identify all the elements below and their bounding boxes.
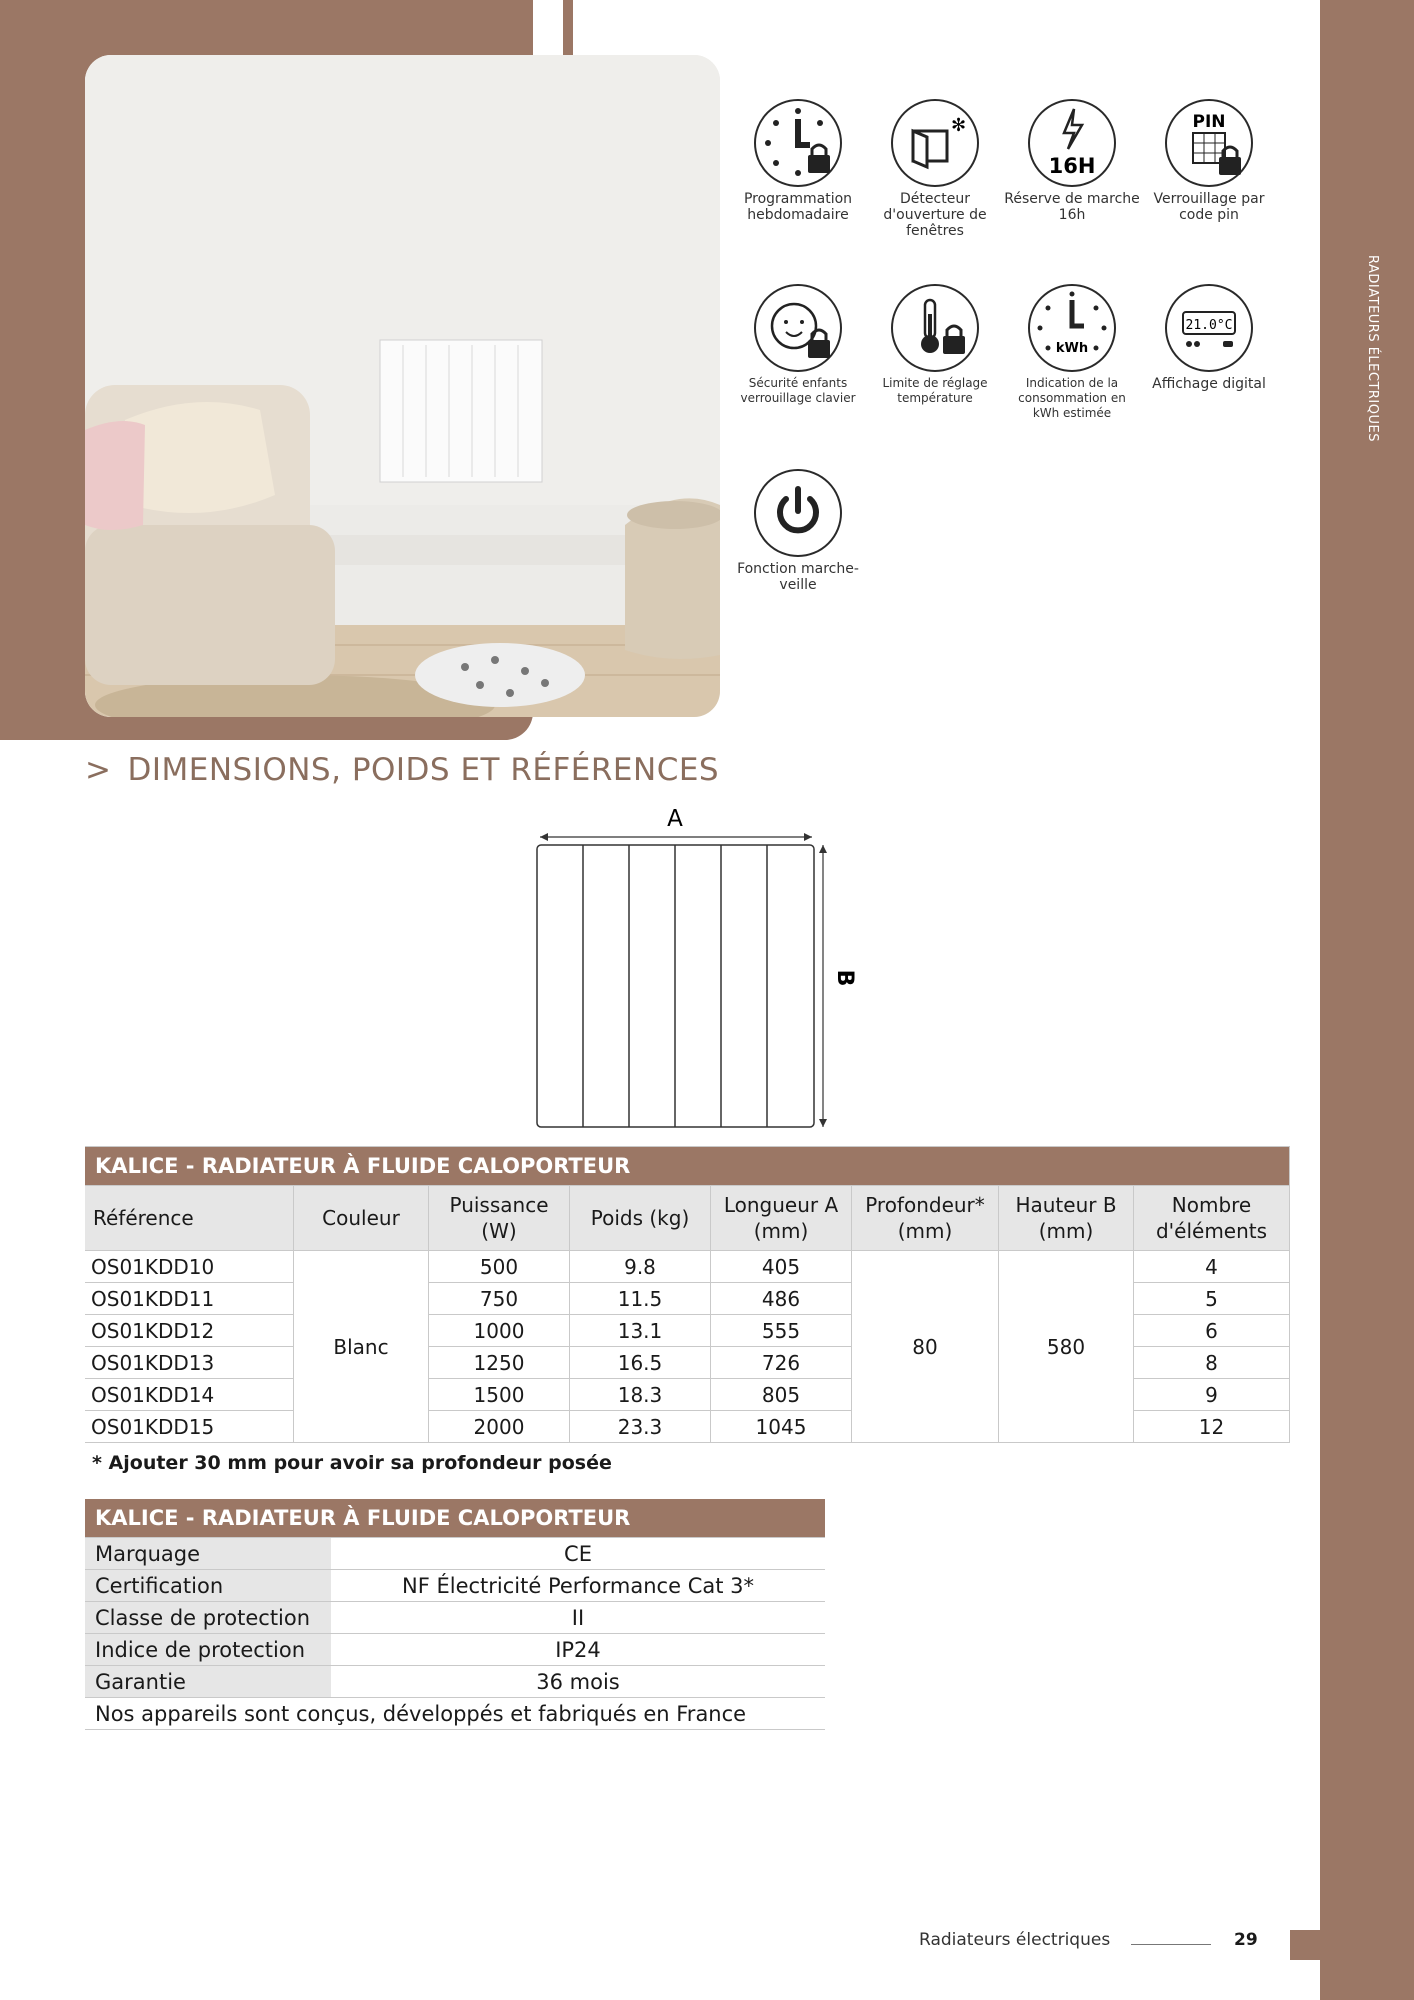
top-decor-strip	[563, 0, 573, 58]
table-row	[85, 1251, 1290, 1283]
footer-section-name: Radiateurs électriques	[919, 1930, 1111, 1950]
dimension-label-b: B	[832, 969, 857, 987]
col-header-weight: Poids (kg)	[570, 1186, 711, 1251]
cell-length: 726	[711, 1347, 852, 1379]
feature-label: Programmation hebdomadaire	[743, 191, 853, 223]
cell-length: 805	[711, 1379, 852, 1411]
dimension-diagram	[520, 800, 860, 1134]
specs-table	[85, 1499, 825, 1730]
feature-label: Sécurité enfants verrouillage clavier	[740, 376, 856, 405]
col-header-elements: Nombre d'éléments	[1134, 1186, 1290, 1251]
icon-text-pin: PIN	[1192, 112, 1226, 132]
cell-length: 1045	[711, 1411, 852, 1443]
section-title-text: DIMENSIONS, POIDS ET RÉFÉRENCES	[127, 752, 720, 788]
thermometer-lock-icon	[893, 286, 977, 370]
page-number: 29	[1234, 1930, 1258, 1950]
feature-label: Indication de la consommation en kWh estimée	[1018, 376, 1126, 420]
digital-display-icon	[1167, 286, 1251, 370]
cell-reference: OS01KDD11	[85, 1283, 294, 1315]
col-header-depth: Profondeur* (mm)	[852, 1186, 999, 1251]
spec-key: Marquage	[85, 1538, 331, 1570]
cell-power: 750	[429, 1283, 570, 1315]
feature-label: Réserve de marche 16h	[1004, 191, 1140, 223]
spec-value: CE	[331, 1538, 825, 1570]
cell-elements: 5	[1134, 1283, 1290, 1315]
product-photo	[85, 55, 720, 717]
radiator-illustration	[380, 340, 542, 482]
footer-divider	[1131, 1944, 1211, 1945]
power-icon	[756, 471, 840, 555]
cell-elements: 6	[1134, 1315, 1290, 1347]
cell-reference: OS01KDD13	[85, 1347, 294, 1379]
cell-elements: 4	[1134, 1251, 1290, 1283]
table-row	[85, 1602, 825, 1634]
made-in-france-note: Nos appareils sont conçus, développés et fabriqués en France	[85, 1698, 825, 1730]
cell-weight: 11.5	[570, 1283, 711, 1315]
footer-tab	[1290, 1930, 1320, 1960]
col-header-color: Couleur	[294, 1186, 429, 1251]
references-table-title: KALICE - RADIATEUR À FLUIDE CALOPORTEUR	[85, 1147, 1290, 1186]
col-header-height: Hauteur B (mm)	[999, 1186, 1134, 1251]
cell-length: 486	[711, 1283, 852, 1315]
child-lock-icon	[756, 286, 840, 370]
references-table	[85, 1146, 1290, 1443]
clock-lock-icon	[756, 101, 840, 185]
icon-text-16h: 16H	[1048, 154, 1096, 178]
feature-weekly-programming	[730, 99, 866, 223]
cell-elements: 9	[1134, 1379, 1290, 1411]
col-header-power: Puissance (W)	[429, 1186, 570, 1251]
feature-label: Verrouillage par code pin	[1153, 191, 1265, 223]
cell-weight: 13.1	[570, 1315, 711, 1347]
feature-on-standby	[730, 469, 866, 593]
table-row	[85, 1666, 825, 1698]
spec-value: 36 mois	[331, 1666, 825, 1698]
cell-reference: OS01KDD14	[85, 1379, 294, 1411]
cell-power: 1000	[429, 1315, 570, 1347]
cell-weight: 23.3	[570, 1411, 711, 1443]
dimension-label-a: A	[667, 806, 683, 832]
icon-text-display: 21.0°C	[1185, 318, 1233, 333]
table-row	[85, 1538, 825, 1570]
battery-16h-icon	[1030, 101, 1114, 185]
feature-temperature-limit	[867, 284, 1003, 406]
cell-length: 555	[711, 1315, 852, 1347]
feature-label: Affichage digital	[1152, 376, 1266, 392]
table-row	[85, 1570, 825, 1602]
feature-child-safety	[730, 284, 866, 406]
footnote: * Ajouter 30 mm pour avoir sa profondeur posée	[92, 1452, 612, 1474]
table-row	[85, 1634, 825, 1666]
spec-value: IP24	[331, 1634, 825, 1666]
spec-key: Garantie	[85, 1666, 331, 1698]
feature-label: Détecteur d'ouverture de fenêtres	[883, 191, 987, 239]
cell-depth: 80	[852, 1251, 999, 1443]
spec-key: Indice de protection	[85, 1634, 331, 1666]
spec-value: II	[331, 1602, 825, 1634]
feature-pin-lock	[1141, 99, 1277, 223]
cell-color: Blanc	[294, 1251, 429, 1443]
col-header-reference: Référence	[85, 1186, 294, 1251]
cell-weight: 18.3	[570, 1379, 711, 1411]
cell-power: 2000	[429, 1411, 570, 1443]
table-row	[85, 1698, 825, 1730]
cell-reference: OS01KDD10	[85, 1251, 294, 1283]
svg-text:✻: ✻	[951, 115, 967, 136]
cell-reference: OS01KDD15	[85, 1411, 294, 1443]
pin-keypad-lock-icon	[1167, 101, 1251, 185]
cell-reference: OS01KDD12	[85, 1315, 294, 1347]
cell-power: 500	[429, 1251, 570, 1283]
feature-digital-display	[1141, 284, 1277, 392]
spec-key: Certification	[85, 1570, 331, 1602]
specs-table-title: KALICE - RADIATEUR À FLUIDE CALOPORTEUR	[85, 1499, 825, 1538]
spec-value: NF Électricité Performance Cat 3*	[331, 1570, 825, 1602]
chevron-right-icon: >	[85, 752, 112, 788]
icon-text-kwh: kWh	[1055, 341, 1089, 356]
cell-weight: 16.5	[570, 1347, 711, 1379]
cell-power: 1500	[429, 1379, 570, 1411]
feature-reserve-16h	[1004, 99, 1140, 223]
window-cold-icon	[893, 101, 977, 185]
col-header-length: Longueur A (mm)	[711, 1186, 852, 1251]
feature-window-detector	[867, 99, 1003, 239]
cell-length: 405	[711, 1251, 852, 1283]
cell-power: 1250	[429, 1347, 570, 1379]
cell-height: 580	[999, 1251, 1134, 1443]
feature-label: Fonction marche-veille	[737, 561, 859, 593]
side-section-label: RADIATEURS ÉLECTRIQUES	[1365, 255, 1380, 442]
spec-key: Classe de protection	[85, 1602, 331, 1634]
kwh-clock-icon	[1030, 286, 1114, 370]
feature-kwh-indication	[1004, 284, 1140, 421]
cell-elements: 12	[1134, 1411, 1290, 1443]
cell-elements: 8	[1134, 1347, 1290, 1379]
feature-label: Limite de réglage température	[882, 376, 988, 405]
cell-weight: 9.8	[570, 1251, 711, 1283]
section-title	[85, 752, 719, 788]
